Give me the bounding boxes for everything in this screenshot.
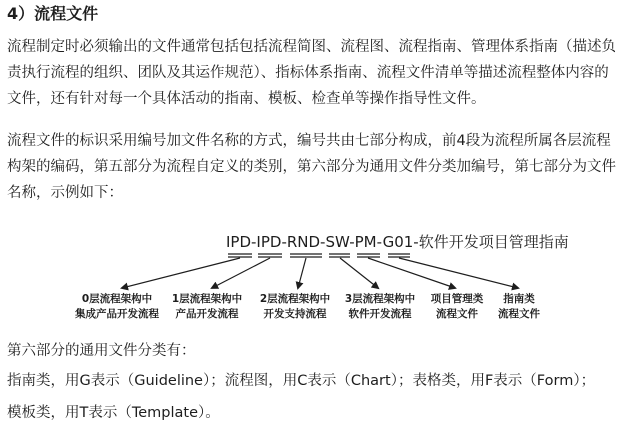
code-structure-diagram bbox=[0, 226, 640, 326]
paragraph-required-documents bbox=[7, 34, 633, 112]
category-line: 指南类，用G表示（Guideline）；流程图，用C表示（Chart）；表格类，用F表示（Form）； bbox=[7, 373, 596, 389]
text-line: 责执行流程的组织、团队及其运作规范）、指标体系指南、流程文件清单等描述流程整体内容的 bbox=[7, 65, 609, 81]
label-guide-line1: 指南类 bbox=[503, 293, 535, 305]
paragraph-identification bbox=[7, 128, 633, 206]
label-guide-line2: 流程文件 bbox=[498, 308, 540, 320]
label-level1-line1: 1层流程架构中 bbox=[171, 293, 243, 305]
label-level0-line2: 集成产品开发流程 bbox=[75, 308, 159, 320]
label-project-mgmt-line2: 流程文件 bbox=[436, 308, 478, 320]
label-project-mgmt-line1: 项目管理类 bbox=[430, 293, 484, 305]
category-line: 模板类，用T表示（Template）。 bbox=[7, 405, 220, 421]
text-line: 构架的编码，第五部分为流程自定义的类别，第六部分为通用文件分类加编号，第七部分为文件 bbox=[7, 159, 616, 175]
label-level0-line1: 0层流程架构中 bbox=[81, 293, 153, 305]
text-line: 流程制定时必须输出的文件通常包括包括流程简图、流程图、流程指南、管理体系指南（描述负 bbox=[7, 39, 616, 55]
text-line: 名称，示例如下： bbox=[7, 185, 123, 201]
categories-intro: 第六部分的通用文件分类有： bbox=[7, 343, 196, 359]
label-level3-line2: 软件开发流程 bbox=[348, 308, 412, 320]
segment-underlines bbox=[228, 254, 410, 257]
label-level1-line2: 产品开发流程 bbox=[175, 308, 239, 320]
text-line: 流程文件的标识采用编号加文件名称的方式，编号共由七部分构成，前4段为流程所属各层流程 bbox=[7, 133, 611, 149]
text-line: 文件，还有针对每一个具体活动的指南、模板、检查单等操作指导性文件。 bbox=[7, 91, 486, 107]
label-level3-line1: 3层流程架构中 bbox=[344, 293, 416, 305]
section-heading: 4）流程文件 bbox=[7, 4, 99, 23]
label-level2-line1: 2层流程架构中 bbox=[259, 293, 331, 305]
label-level2-line2: 开发支持流程 bbox=[263, 308, 327, 320]
segment-arrows bbox=[122, 258, 518, 288]
document-code-example: IPD-IPD-RND-SW-PM-G01-软件开发项目管理指南 bbox=[226, 233, 569, 251]
